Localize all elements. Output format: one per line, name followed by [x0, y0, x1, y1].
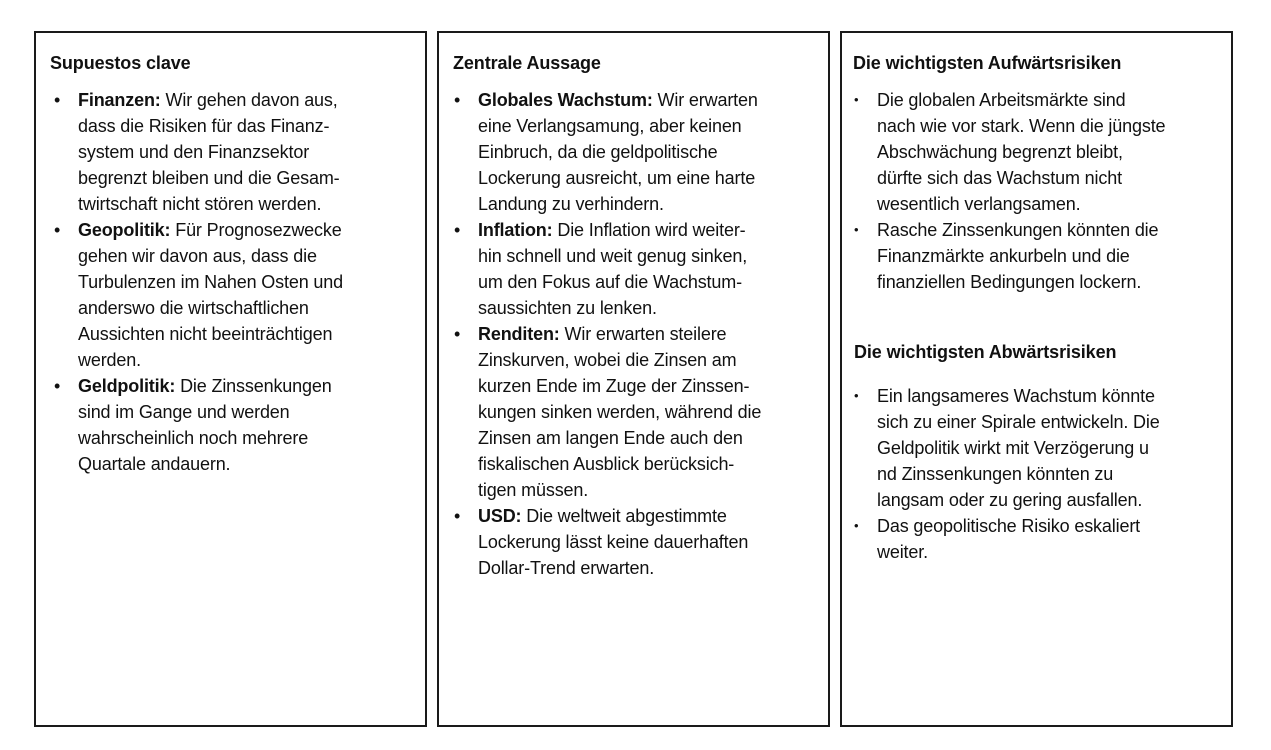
list-item-inflation: • Inflation: Die Inflation wird weiter- hin schnell und weit genug sinken, um den Fokus auf die Wachstum- saussichten zu lenken.: [454, 217, 761, 321]
list-item-downside-risk: • Das geopolitische Risiko eskaliert weiter.: [853, 513, 1160, 565]
item-lead: Geopolitik:: [78, 220, 171, 240]
downside-risks-heading: Die wichtigsten Abwärtsrisiken: [854, 342, 1117, 362]
downside-risks-list: [853, 383, 1160, 565]
item-lead: Geldpolitik:: [78, 376, 176, 396]
list-item-downside-risk: • Ein langsameres Wachstum könnte sich zu einer Spirale entwickeln. Die Geldpolitik wirkt mit Verzögerung u nd Zinssenkungen könnten zu langsam oder zu gering ausfallen.: [853, 383, 1160, 513]
bullet-icon: •: [54, 90, 61, 110]
bullet-icon: •: [854, 518, 859, 533]
bullet-icon: •: [854, 388, 859, 403]
list-item-usd: • USD: Die weltweit abgestimmte Lockerung lässt keine dauerhaften Dollar-Trend erwarten.: [454, 503, 761, 581]
list-item-geopolitik: • Geopolitik: Für Prognosezwecke gehen wir davon aus, dass die Turbulenzen im Nahen Osten und anderswo die wirtschaftlichen Aussichten nicht beeinträchtigen werden.: [54, 217, 343, 373]
list-item-upside-risk: • Rasche Zinssenkungen könnten die Finanzmärkte ankurbeln und die finanziellen Bedingungen lockern.: [853, 217, 1165, 295]
risks-panel: [840, 31, 1233, 727]
item-lead: Inflation:: [478, 220, 553, 240]
bullet-icon: •: [854, 92, 859, 107]
bullet-icon: •: [454, 324, 461, 344]
key-assumptions-panel: [34, 31, 427, 727]
list-item-geldpolitik: • Geldpolitik: Die Zinssenkungen sind im Gange und werden wahrscheinlich noch mehrere Quartale andauern.: [54, 373, 343, 477]
upside-risks-heading: Die wichtigsten Aufwärtsrisiken: [853, 53, 1122, 73]
item-lead: Renditen:: [478, 324, 560, 344]
assumptions-list: [54, 87, 343, 477]
item-lead: USD:: [478, 506, 522, 526]
bullet-icon: •: [54, 376, 61, 396]
bullet-icon: •: [454, 506, 461, 526]
item-lead: Globales Wachstum:: [478, 90, 653, 110]
bullet-icon: •: [54, 220, 61, 240]
list-item-globales-wachstum: • Globales Wachstum: Wir erwarten eine Verlangsamung, aber keinen Einbruch, da die geldpolitische Lockerung ausreicht, um eine harte Landung zu verhindern.: [454, 87, 761, 217]
bullet-icon: •: [454, 220, 461, 240]
panel-heading: Zentrale Aussage: [453, 53, 601, 73]
upside-risks-list: [853, 87, 1165, 295]
panel-heading: Supuestos clave: [50, 53, 191, 73]
bullet-icon: •: [454, 90, 461, 110]
statement-list: [454, 87, 761, 581]
list-item-finanzen: • Finanzen: Wir gehen davon aus, dass die Risiken für das Finanz- system und den Finanzsektor begrenzt bleiben und die Gesam- twirtschaft nicht stören werden.: [54, 87, 343, 217]
list-item-upside-risk: • Die globalen Arbeitsmärkte sind nach wie vor stark. Wenn die jüngste Abschwächung begrenzt bleibt, dürfte sich das Wachstum nicht wesentlich verlangsamen.: [853, 87, 1165, 217]
item-lead: Finanzen:: [78, 90, 161, 110]
bullet-icon: •: [854, 222, 859, 237]
central-statement-panel: [437, 31, 830, 727]
list-item-renditen: • Renditen: Wir erwarten steilere Zinskurven, wobei die Zinsen am kurzen Ende im Zuge der Zinssen- kungen sinken werden, während die Zinsen am langen Ende auch den fiskalischen Ausblick berücksich- tigen müssen.: [454, 321, 761, 503]
